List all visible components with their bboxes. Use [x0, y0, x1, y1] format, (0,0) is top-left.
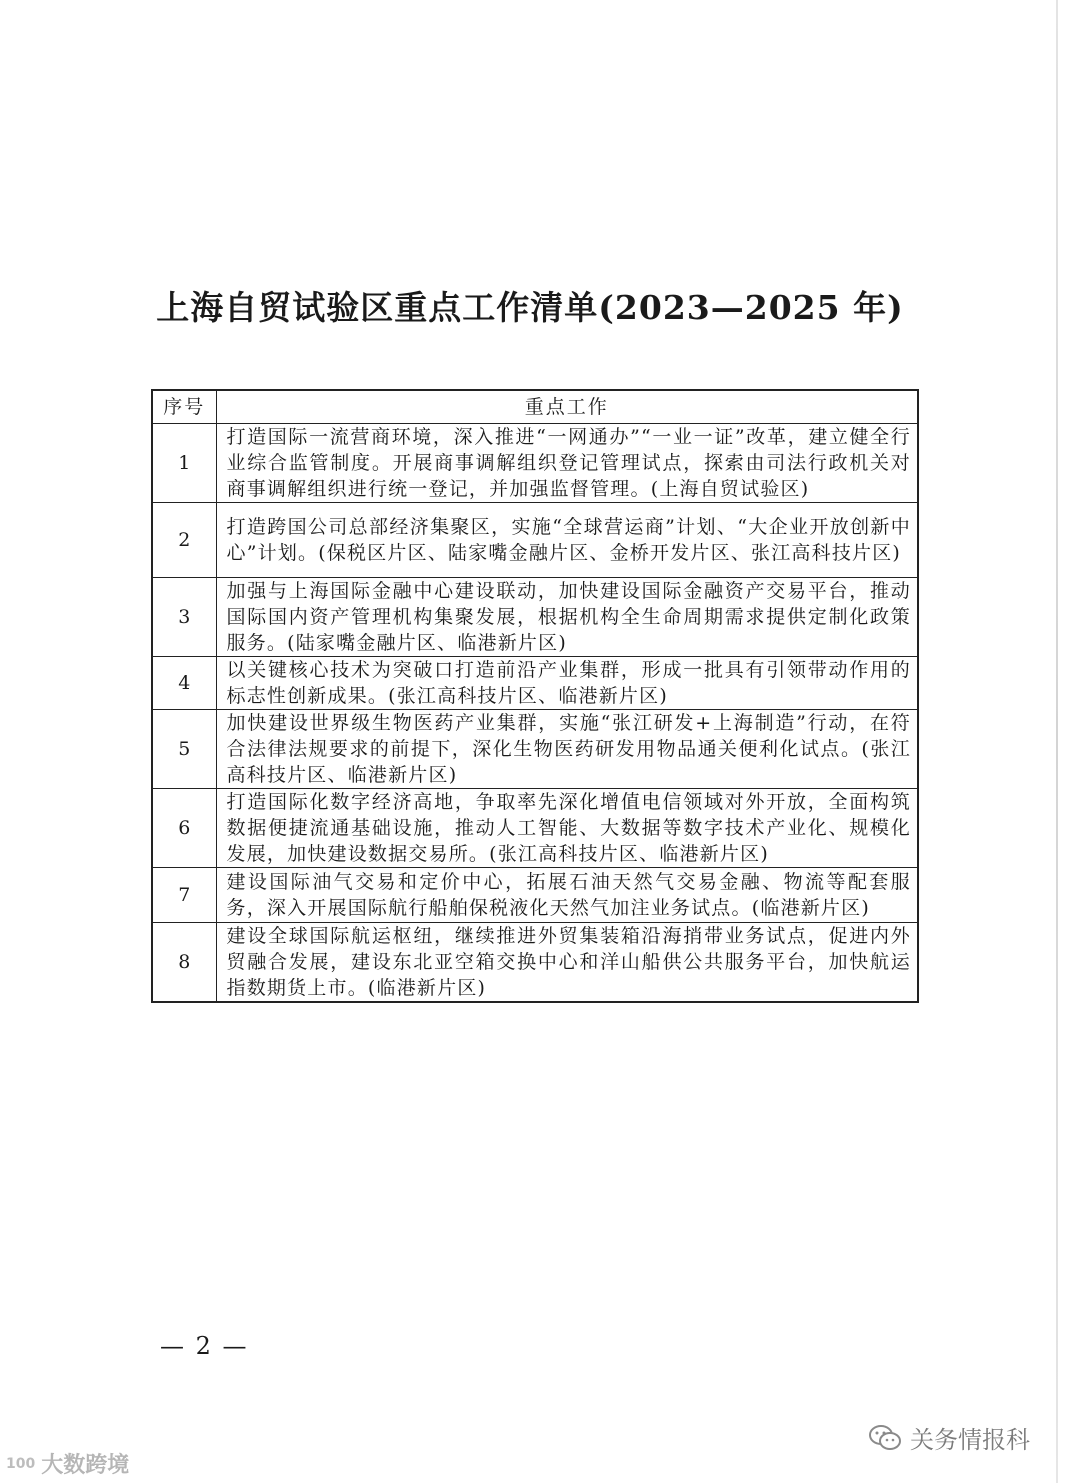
row-work-text: 加强与上海国际金融中心建设联动，加快建设国际金融资产交易平台，推动国际国内资产管理机构集聚发展，根据机构全生命周期需求提供定制化政策服务。(陆家嘴金融片区、临港新片区)	[216, 578, 918, 657]
table-row	[152, 923, 918, 1003]
page-number: — 2 —	[160, 1332, 249, 1360]
watermark-account-name: 关务情报科	[910, 1426, 1030, 1454]
row-number: 2	[152, 503, 216, 578]
header-serial-number: 序号	[152, 390, 216, 424]
table-row	[152, 868, 918, 923]
table-row	[152, 657, 918, 710]
row-work-text: 建设全球国际航运枢纽，继续推进外贸集装箱沿海捎带业务试点，促进内外贸融合发展，建设东北亚空箱交换中心和洋山船供公共服务平台，加快航运指数期货上市。(临港新片区)	[216, 923, 918, 1003]
table-row	[152, 503, 918, 578]
page-edge-shadow	[1056, 0, 1058, 1483]
table-row	[152, 789, 918, 868]
row-number: 5	[152, 710, 216, 789]
row-number: 7	[152, 868, 216, 923]
watermark-text: 大数跨境	[41, 1453, 130, 1478]
row-work-text: 以关键核心技术为突破口打造前沿产业集群，形成一批具有引领带动作用的标志性创新成果。(张江高科技片区、临港新片区)	[216, 657, 918, 710]
watermark-logo: 100	[6, 1455, 36, 1472]
row-number: 4	[152, 657, 216, 710]
row-work-text: 打造跨国公司总部经济集聚区，实施“全球营运商”计划、“大企业开放创新中心”计划。(保税区片区、陆家嘴金融片区、金桥开发片区、张江高科技片区)	[216, 503, 918, 578]
source-watermark	[6, 1448, 129, 1479]
wechat-account-watermark	[868, 1420, 1030, 1455]
row-number: 3	[152, 578, 216, 657]
document-title: 上海自贸试验区重点工作清单(2023—2025 年)	[156, 288, 904, 327]
row-work-text: 加快建设世界级生物医药产业集群，实施“张江研发+上海制造”行动，在符合法律法规要求的前提下，深化生物医药研发用物品通关便利化试点。(张江高科技片区、临港新片区)	[216, 710, 918, 789]
table-row	[152, 710, 918, 789]
row-number: 8	[152, 923, 216, 1003]
row-work-text: 打造国际化数字经济高地，争取率先深化增值电信领域对外开放，全面构筑数据便捷流通基础设施，推动人工智能、大数据等数字技术产业化、规模化发展，加快建设数据交易所。(张江高科技片区、临港新片区)	[216, 789, 918, 868]
table-header-row	[152, 390, 918, 424]
table-row	[152, 424, 918, 503]
row-number: 1	[152, 424, 216, 503]
wechat-icon	[868, 1424, 902, 1452]
row-number: 6	[152, 789, 216, 868]
key-work-table	[151, 389, 919, 1003]
table-row	[152, 578, 918, 657]
header-key-work: 重点工作	[216, 390, 918, 424]
row-work-text: 打造国际一流营商环境，深入推进“一网通办”“一业一证”改革，建立健全行业综合监管制度。开展商事调解组织登记管理试点，探索由司法行政机关对商事调解组织进行统一登记，并加强监督管理。(上海自贸试验区)	[216, 424, 918, 503]
row-work-text: 建设国际油气交易和定价中心，拓展石油天然气交易金融、物流等配套服务，深入开展国际航行船舶保税液化天然气加注业务试点。(临港新片区)	[216, 868, 918, 923]
